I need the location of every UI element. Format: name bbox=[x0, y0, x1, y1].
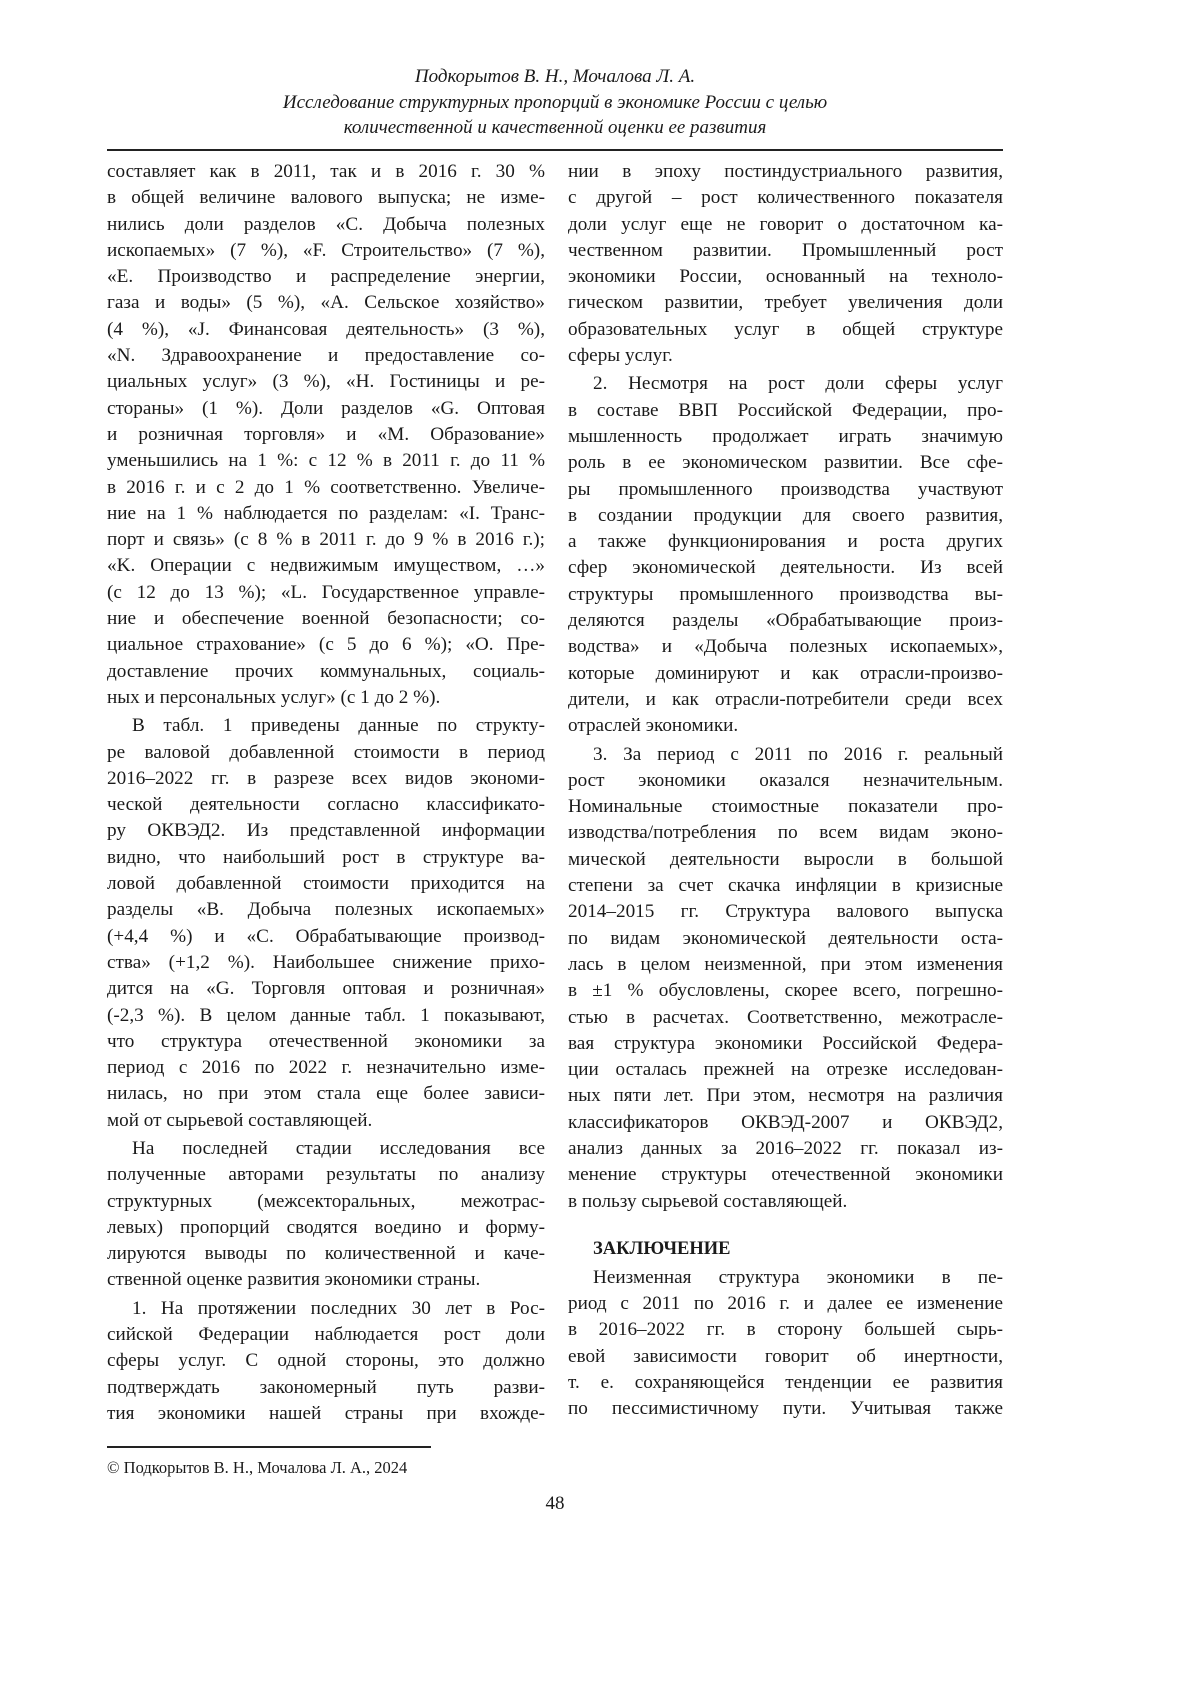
text-line: вая структура экономики Российской Федера- bbox=[568, 1031, 1003, 1057]
text-line: классификаторов ОКВЭД-2007 и ОКВЭД2, bbox=[568, 1110, 1003, 1136]
text-line: лируются выводы по количественной и каче- bbox=[107, 1241, 545, 1267]
paragraph bbox=[568, 159, 1003, 369]
text-line: 2016–2022 гг. в разрезе всех видов экономи- bbox=[107, 766, 545, 792]
text-line: циальное страхование» (с 5 до 6 %); «O. Пре- bbox=[107, 632, 545, 658]
text-line: циальных услуг» (3 %), «H. Гостиницы и ре- bbox=[107, 369, 545, 395]
text-line: структуры промышленного производства вы- bbox=[568, 582, 1003, 608]
text-line: в 2016 г. и с 2 до 1 % соответственно. Увеличе- bbox=[107, 475, 545, 501]
text-line: Неизменная структура экономики в пе- bbox=[568, 1265, 1003, 1291]
page-number: 48 bbox=[0, 1492, 1110, 1516]
text-line: сферы услуг. bbox=[568, 343, 1003, 369]
text-line: период с 2016 по 2022 г. незначительно изме- bbox=[107, 1055, 545, 1081]
text-line: которые доминируют и как отрасли-произво- bbox=[568, 661, 1003, 687]
text-line: полученные авторами результаты по анализу bbox=[107, 1162, 545, 1188]
text-line: ру ОКВЭД2. Из представленной информации bbox=[107, 818, 545, 844]
text-line: в ±1 % обусловлены, скорее всего, погрешно- bbox=[568, 978, 1003, 1004]
text-line: нились доли разделов «C. Добыча полезных bbox=[107, 212, 545, 238]
text-line: в 2016–2022 гг. в сторону большей сырь- bbox=[568, 1317, 1003, 1343]
text-line: порт и связь» (с 8 % в 2011 г. до 9 % в 2016 г.); bbox=[107, 527, 545, 553]
text-line: видно, что наибольший рост в структуре ва- bbox=[107, 845, 545, 871]
text-line: нии в эпоху постиндустриального развития, bbox=[568, 159, 1003, 185]
text-line: менение структуры отечественной экономики bbox=[568, 1162, 1003, 1188]
text-line: в составе ВВП Российской Федерации, про- bbox=[568, 398, 1003, 424]
text-line: мой от сырьевой составляющей. bbox=[107, 1108, 545, 1134]
text-line: евой зависимости говорит об инертности, bbox=[568, 1344, 1003, 1370]
paragraph bbox=[568, 371, 1003, 739]
text-line: сферы услуг. С одной стороны, это должно bbox=[107, 1348, 545, 1374]
text-line: тия экономики нашей страны при вхожде- bbox=[107, 1401, 545, 1427]
text-line: ры промышленного производства участвуют bbox=[568, 477, 1003, 503]
text-line: дится на «G. Торговля оптовая и розничная» bbox=[107, 976, 545, 1002]
text-line: газа и воды» (5 %), «A. Сельское хозяйство» bbox=[107, 290, 545, 316]
text-line: подтверждать закономерный путь разви- bbox=[107, 1375, 545, 1401]
text-line: (с 12 до 13 %); «L. Государственное управле- bbox=[107, 580, 545, 606]
text-line: левых) пропорций сводятся воедино и форму- bbox=[107, 1215, 545, 1241]
text-line: ства» (+1,2 %). Наибольшее снижение прихо- bbox=[107, 950, 545, 976]
text-line: На последней стадии исследования все bbox=[107, 1136, 545, 1162]
text-line: по видам экономической деятельности оста- bbox=[568, 926, 1003, 952]
text-line: стораны» (1 %). Доли разделов «G. Оптовая bbox=[107, 396, 545, 422]
text-line: 2. Несмотря на рост доли сферы услуг bbox=[568, 371, 1003, 397]
text-line: отраслей экономики. bbox=[568, 713, 1003, 739]
header-title-line-1: Исследование структурных пропорций в экономике России с целью bbox=[107, 90, 1003, 116]
left-column bbox=[107, 159, 545, 1427]
text-line: т. е. сохраняющейся тенденции ее развития bbox=[568, 1370, 1003, 1396]
text-line: мической деятельности выросли в большой bbox=[568, 847, 1003, 873]
text-line: ископаемых» (7 %), «F. Строительство» (7 %), bbox=[107, 238, 545, 264]
text-line: нилась, но при этом стала еще более зависи- bbox=[107, 1081, 545, 1107]
text-line: структурных (межсекторальных, межотрас- bbox=[107, 1189, 545, 1215]
text-line: «N. Здравоохранение и предоставление со- bbox=[107, 343, 545, 369]
text-line: стью в расчетах. Соответственно, межотрасле- bbox=[568, 1005, 1003, 1031]
text-line: степени за счет скачка инфляции в кризисные bbox=[568, 873, 1003, 899]
text-line: ние на 1 % наблюдается по разделам: «I. Транс- bbox=[107, 501, 545, 527]
text-line: а также функционирования и роста других bbox=[568, 529, 1003, 555]
text-line: ловой добавленной стоимости приходится на bbox=[107, 871, 545, 897]
paragraph bbox=[107, 159, 545, 711]
text-line: мышленность продолжает играть значимую bbox=[568, 424, 1003, 450]
header-divider bbox=[107, 149, 1003, 151]
header-authors: Подкорытов В. Н., Мочалова Л. А. bbox=[107, 64, 1003, 90]
text-line: разделы «B. Добыча полезных ископаемых» bbox=[107, 897, 545, 923]
text-line: роль в ее экономическом развитии. Все сфе- bbox=[568, 450, 1003, 476]
text-line: 2014–2015 гг. Структура валового выпуска bbox=[568, 899, 1003, 925]
header-title-line-2: количественной и качественной оценки ее развития bbox=[107, 115, 1003, 141]
text-line: уменьшились на 1 %: с 12 % в 2011 г. до 11 % bbox=[107, 448, 545, 474]
text-line: (-2,3 %). В целом данные табл. 1 показывают, bbox=[107, 1003, 545, 1029]
paragraph bbox=[568, 742, 1003, 1215]
text-line: по пессимистичному пути. Учитывая также bbox=[568, 1396, 1003, 1422]
text-line: В табл. 1 приведены данные по структу- bbox=[107, 713, 545, 739]
text-line: в пользу сырьевой составляющей. bbox=[568, 1189, 1003, 1215]
text-line: что структура отечественной экономики за bbox=[107, 1029, 545, 1055]
text-line: ных и персональных услуг» (с 1 до 2 %). bbox=[107, 685, 545, 711]
text-line: доставление прочих коммунальных, социаль- bbox=[107, 659, 545, 685]
section-heading: ЗАКЛЮЧЕНИЕ bbox=[568, 1235, 1003, 1263]
paragraph bbox=[568, 1265, 1003, 1423]
text-line: ние и обеспечение военной безопасности; со- bbox=[107, 606, 545, 632]
paragraph bbox=[107, 713, 545, 1134]
text-line: ственной оценке развития экономики страны. bbox=[107, 1267, 545, 1293]
text-line: ных пяти лет. При этом, несмотря на различия bbox=[568, 1083, 1003, 1109]
text-line: дители, и как отрасли-потребители среди всех bbox=[568, 687, 1003, 713]
text-line: гическом развитии, требует увеличения доли bbox=[568, 290, 1003, 316]
right-column bbox=[568, 159, 1003, 1423]
text-line: «K. Операции с недвижимым имуществом, …» bbox=[107, 553, 545, 579]
text-line: 3. За период с 2011 по 2016 г. реальный bbox=[568, 742, 1003, 768]
text-line: доли услуг еще не говорит о достаточном ка- bbox=[568, 212, 1003, 238]
text-line: с другой – рост количественного показателя bbox=[568, 185, 1003, 211]
text-line: рост экономики оказался незначительным. bbox=[568, 768, 1003, 794]
text-line: ре валовой добавленной стоимости в период bbox=[107, 740, 545, 766]
text-line: в общей величине валового выпуска; не изме- bbox=[107, 185, 545, 211]
text-line: Номинальные стоимостные показатели про- bbox=[568, 794, 1003, 820]
text-line: ческой деятельности согласно классификато- bbox=[107, 792, 545, 818]
text-line: изводства/потребления по всем видам эконо- bbox=[568, 820, 1003, 846]
text-line: риод с 2011 по 2016 г. и далее ее изменение bbox=[568, 1291, 1003, 1317]
paragraph bbox=[107, 1136, 545, 1294]
text-line: ции осталась прежней на отрезке исследован- bbox=[568, 1057, 1003, 1083]
text-line: в создании продукции для своего развития, bbox=[568, 503, 1003, 529]
text-line: сфер экономической деятельности. Из всей bbox=[568, 555, 1003, 581]
text-line: водства» и «Добыча полезных ископаемых», bbox=[568, 634, 1003, 660]
running-header bbox=[107, 64, 1003, 141]
copyright-footnote: © Подкорытов В. Н., Мочалова Л. А., 2024 bbox=[107, 1457, 407, 1479]
text-line: «E. Производство и распределение энергии, bbox=[107, 264, 545, 290]
text-line: экономики России, основанный на техноло- bbox=[568, 264, 1003, 290]
text-line: сийской Федерации наблюдается рост доли bbox=[107, 1322, 545, 1348]
footnote-divider bbox=[107, 1446, 431, 1448]
text-line: (4 %), «J. Финансовая деятельность» (3 %), bbox=[107, 317, 545, 343]
text-line: чественном развитии. Промышленный рост bbox=[568, 238, 1003, 264]
text-line: лась в целом неизменной, при этом изменения bbox=[568, 952, 1003, 978]
text-line: деляются разделы «Обрабатывающие произ- bbox=[568, 608, 1003, 634]
text-line: (+4,4 %) и «C. Обрабатывающие производ- bbox=[107, 924, 545, 950]
text-line: анализ данных за 2016–2022 гг. показал из- bbox=[568, 1136, 1003, 1162]
text-line: образовательных услуг в общей структуре bbox=[568, 317, 1003, 343]
paragraph bbox=[107, 1296, 545, 1427]
text-line: 1. На протяжении последних 30 лет в Рос- bbox=[107, 1296, 545, 1322]
text-line: и розничная торговля» и «M. Образование» bbox=[107, 422, 545, 448]
text-line: составляет как в 2011, так и в 2016 г. 30 % bbox=[107, 159, 545, 185]
